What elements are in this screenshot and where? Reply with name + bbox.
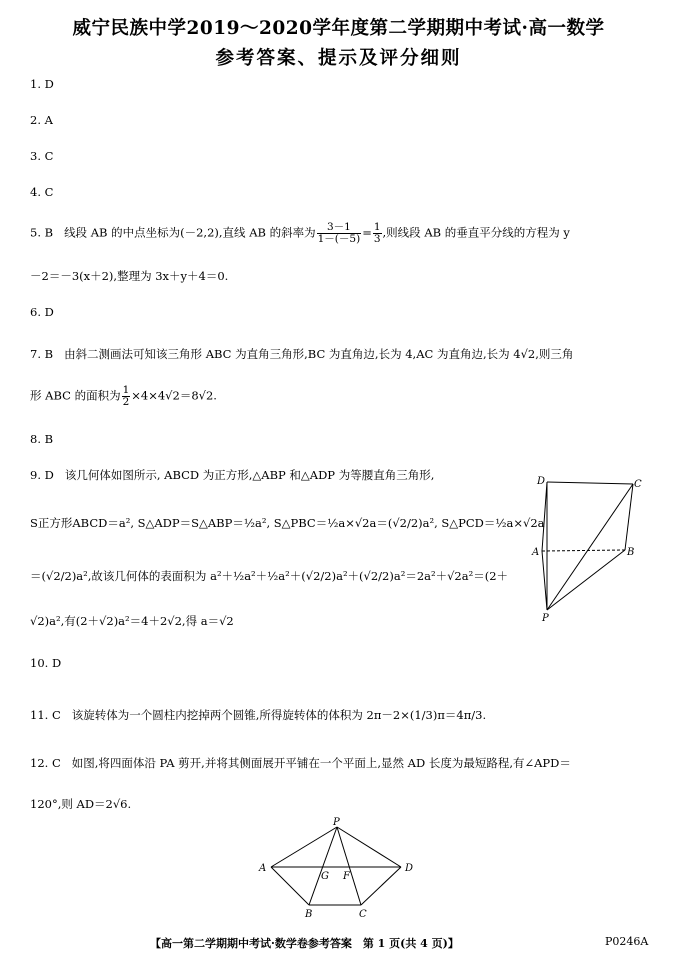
- edge-cd: [361, 867, 401, 905]
- edge-pb: [309, 827, 337, 905]
- edge-dc: [547, 482, 633, 484]
- answer-10: 10. D: [30, 656, 62, 670]
- answer-11-line-1: [30, 707, 486, 723]
- answer-12-text: 如图,将四面体沿 PA 剪开,并将其侧面展开平铺在一个平面上,显然 AD 长度为最短路程,有∠APD＝: [71, 756, 571, 770]
- answer-11-text: 该旋转体为一个圆柱内挖掉两个圆锥,所得旋转体的体积为 2π－2×(1/3)π＝4π/3.: [71, 708, 487, 722]
- edge-pc: [337, 827, 361, 905]
- edge-bp: [547, 550, 625, 610]
- half-fraction: [122, 385, 131, 408]
- answer-5-line-2: －2＝－3(x＋2),整理为 3x＋y＋4＝0.: [30, 269, 229, 283]
- answer-9-line-4: √2)a²,有(2＋√2)a²＝4＋2√2,得 a＝√2: [30, 614, 234, 628]
- label-p: P: [333, 817, 340, 828]
- label-c: C: [634, 479, 642, 490]
- slope-result-fraction: [373, 222, 382, 245]
- edge-ab: [271, 867, 309, 905]
- label-f: F: [343, 871, 350, 882]
- answer-9-number: 9. D: [30, 468, 54, 482]
- answer-11-number: 11. C: [30, 708, 61, 722]
- answer-5-equals: =: [362, 225, 372, 240]
- answer-9-text: 该几何体如图所示, ABCD 为正方形,△ABP 和△ADP 为等腰直角三角形,: [64, 468, 435, 482]
- page-subtitle: 参考答案、提示及评分细则: [215, 48, 462, 69]
- answer-8: 8. B: [30, 432, 54, 446]
- document-code: P0246A: [605, 935, 649, 948]
- answer-6: 6. D: [30, 305, 54, 319]
- unfolded-net-figure: [255, 815, 425, 920]
- label-d: D: [405, 863, 414, 874]
- answer-5-text-pre: 线段 AB 的中点坐标为(－2,2),直线 AB 的斜率为: [64, 225, 316, 240]
- answer-7-text-pre: 形 ABC 的面积为: [30, 388, 121, 403]
- label-c: C: [359, 909, 367, 920]
- answer-3: 3. C: [30, 149, 54, 163]
- pyramid-figure: [530, 470, 650, 625]
- label-a: A: [259, 863, 267, 874]
- edge-pd: [337, 827, 401, 867]
- label-b: B: [627, 547, 635, 558]
- slope-denominator: 1－(－5): [317, 233, 361, 245]
- answer-12-line-1: [30, 755, 571, 771]
- label-b: B: [305, 909, 313, 920]
- edge-ap: [542, 551, 547, 610]
- half-numerator: 1: [122, 384, 130, 396]
- edge-pa: [271, 827, 337, 867]
- answer-7-line-2: [30, 385, 217, 408]
- slope-numerator: 3－1: [317, 222, 362, 234]
- label-a: A: [532, 547, 540, 558]
- answer-1: 1. D: [30, 77, 54, 91]
- label-p: P: [542, 613, 549, 624]
- slope-result-denominator: 3: [373, 233, 381, 245]
- edge-cp: [547, 484, 633, 610]
- answer-5-number: 5. B: [30, 225, 54, 240]
- answer-9-line-1: [30, 467, 434, 483]
- answer-12-line-2: 120°,则 AD＝2√6.: [30, 797, 132, 811]
- edge-ab-hidden: [542, 550, 625, 551]
- edge-da: [542, 482, 547, 551]
- answer-12-number: 12. C: [30, 756, 61, 770]
- label-d: D: [537, 476, 546, 487]
- page-title: 威宁民族中学2019～2020学年度第二学期期中考试·高一数学: [72, 18, 605, 39]
- answer-9-line-3: ＝(√2/2)a²,故该几何体的表面积为 a²＋½a²＋½a²＋(√2/2)a²＋(√2/2)a²＝2a²＋√2a²＝(2＋: [30, 569, 509, 583]
- answer-4: 4. C: [30, 185, 54, 199]
- slope-result-numerator: 1: [373, 221, 381, 233]
- answer-9-line-2: S正方形ABCD＝a², S△ADP＝S△ABP＝½a², S△PBC＝½a×√2a＝(√2/2)a², S△PCD＝½a×√2a: [30, 516, 545, 530]
- answer-7-number: 7. B: [30, 347, 54, 361]
- half-denominator: 2: [122, 396, 130, 408]
- answer-2: 2. A: [30, 113, 53, 127]
- answer-7-line-1: [30, 346, 573, 362]
- label-g: G: [321, 871, 329, 882]
- answer-7-text-post: ×4×4√2＝8√2.: [131, 388, 217, 403]
- slope-fraction: [317, 222, 362, 245]
- answer-7-text: 由斜二测画法可知该三角形 ABC 为直角三角形,BC 为直角边,长为 4,AC 为直角边,长为 4√2,则三角: [64, 347, 574, 361]
- page-footer: 【高一第二学期期中考试·数学卷参考答案 第 1 页(共 4 页)】: [150, 937, 459, 950]
- answer-5-line-1: [30, 222, 570, 245]
- answer-5-text-post: ,则线段 AB 的垂直平分线的方程为 y: [382, 225, 570, 240]
